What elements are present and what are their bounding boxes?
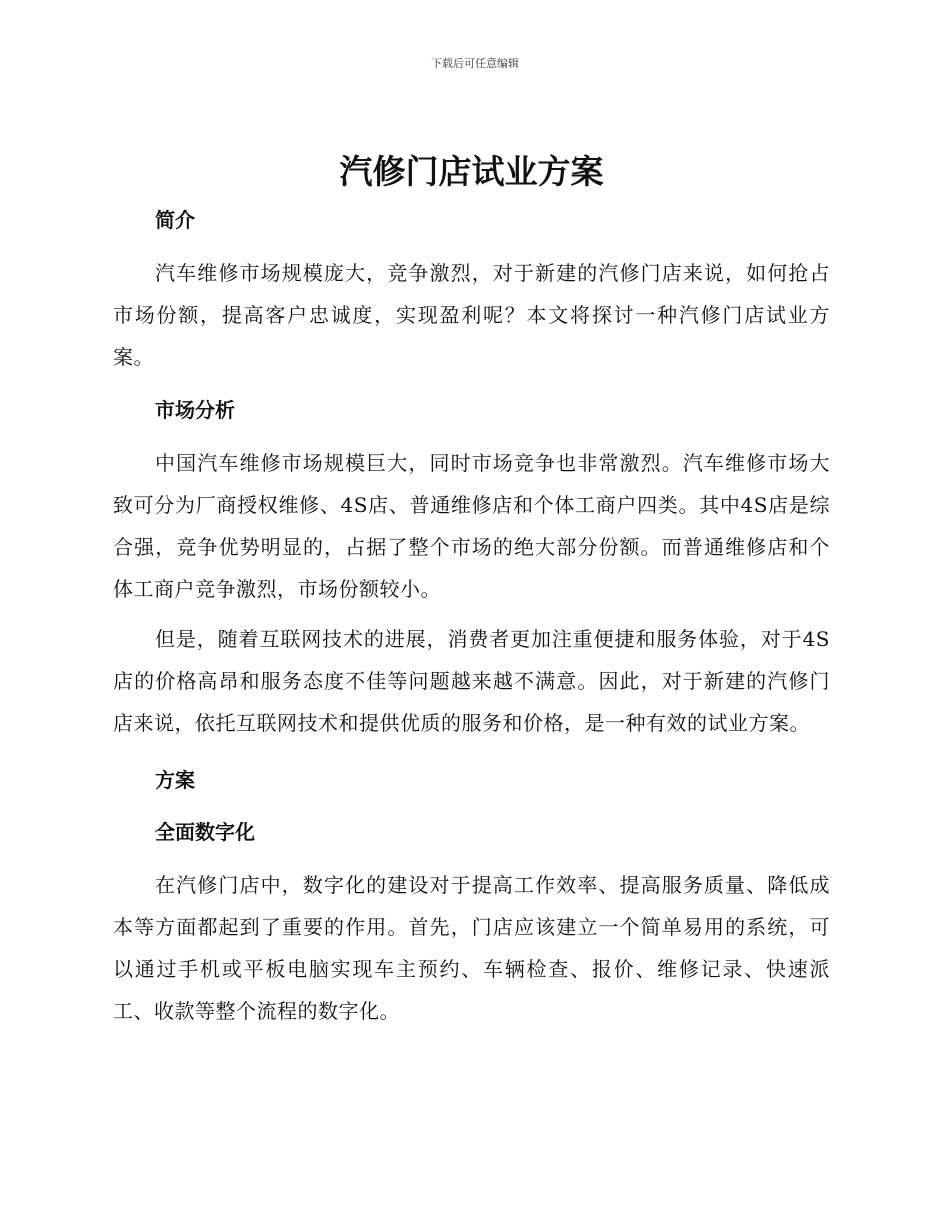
running-header: 下载后可任意编辑 <box>431 57 519 70</box>
paragraph-intro: 汽车维修市场规模庞大，竞争激烈，对于新建的汽修门店来说，如何抢占市场份额，提高客户忠诚度，实现盈利呢？本文将探讨一种汽修门店试业方案。 <box>113 261 830 369</box>
document-title: 汽修门店试业方案 <box>339 152 604 191</box>
section-heading-plan: 方案 <box>155 768 195 792</box>
paragraph-market-analysis-2: 但是，随着互联网技术的进展，消费者更加注重便捷和服务体验，对于4S店的价格高昂和服务态度不佳等问题越来越不满意。因此，对于新建的汽修门店来说，依托互联网技术和提供优质的服务和价格，是一种有效的试业方案。 <box>113 627 830 735</box>
section-heading-market-analysis: 市场分析 <box>155 398 235 422</box>
paragraph-full-digitalization: 在汽修门店中，数字化的建设对于提高工作效率、提高服务质量、降低成本等方面都起到了重要的作用。首先，门店应该建立一个简单易用的系统，可以通过手机或平板电脑实现车主预约、车辆检查、报价、维修记录、快速派工、收款等整个流程的数字化。 <box>113 873 830 1023</box>
section-heading-intro: 简介 <box>155 208 195 232</box>
paragraph-market-analysis-1: 中国汽车维修市场规模巨大，同时市场竞争也非常激烈。汽车维修市场大致可分为厂商授权维修、4S店、普通维修店和个体工商户四类。其中4S店是综合强，竞争优势明显的，占据了整个市场的绝大部分份额。而普通维修店和个体工商户竞争激烈，市场份额较小。 <box>113 451 830 601</box>
sub-heading-full-digitalization: 全面数字化 <box>155 820 255 844</box>
document-body <box>113 150 830 1032</box>
